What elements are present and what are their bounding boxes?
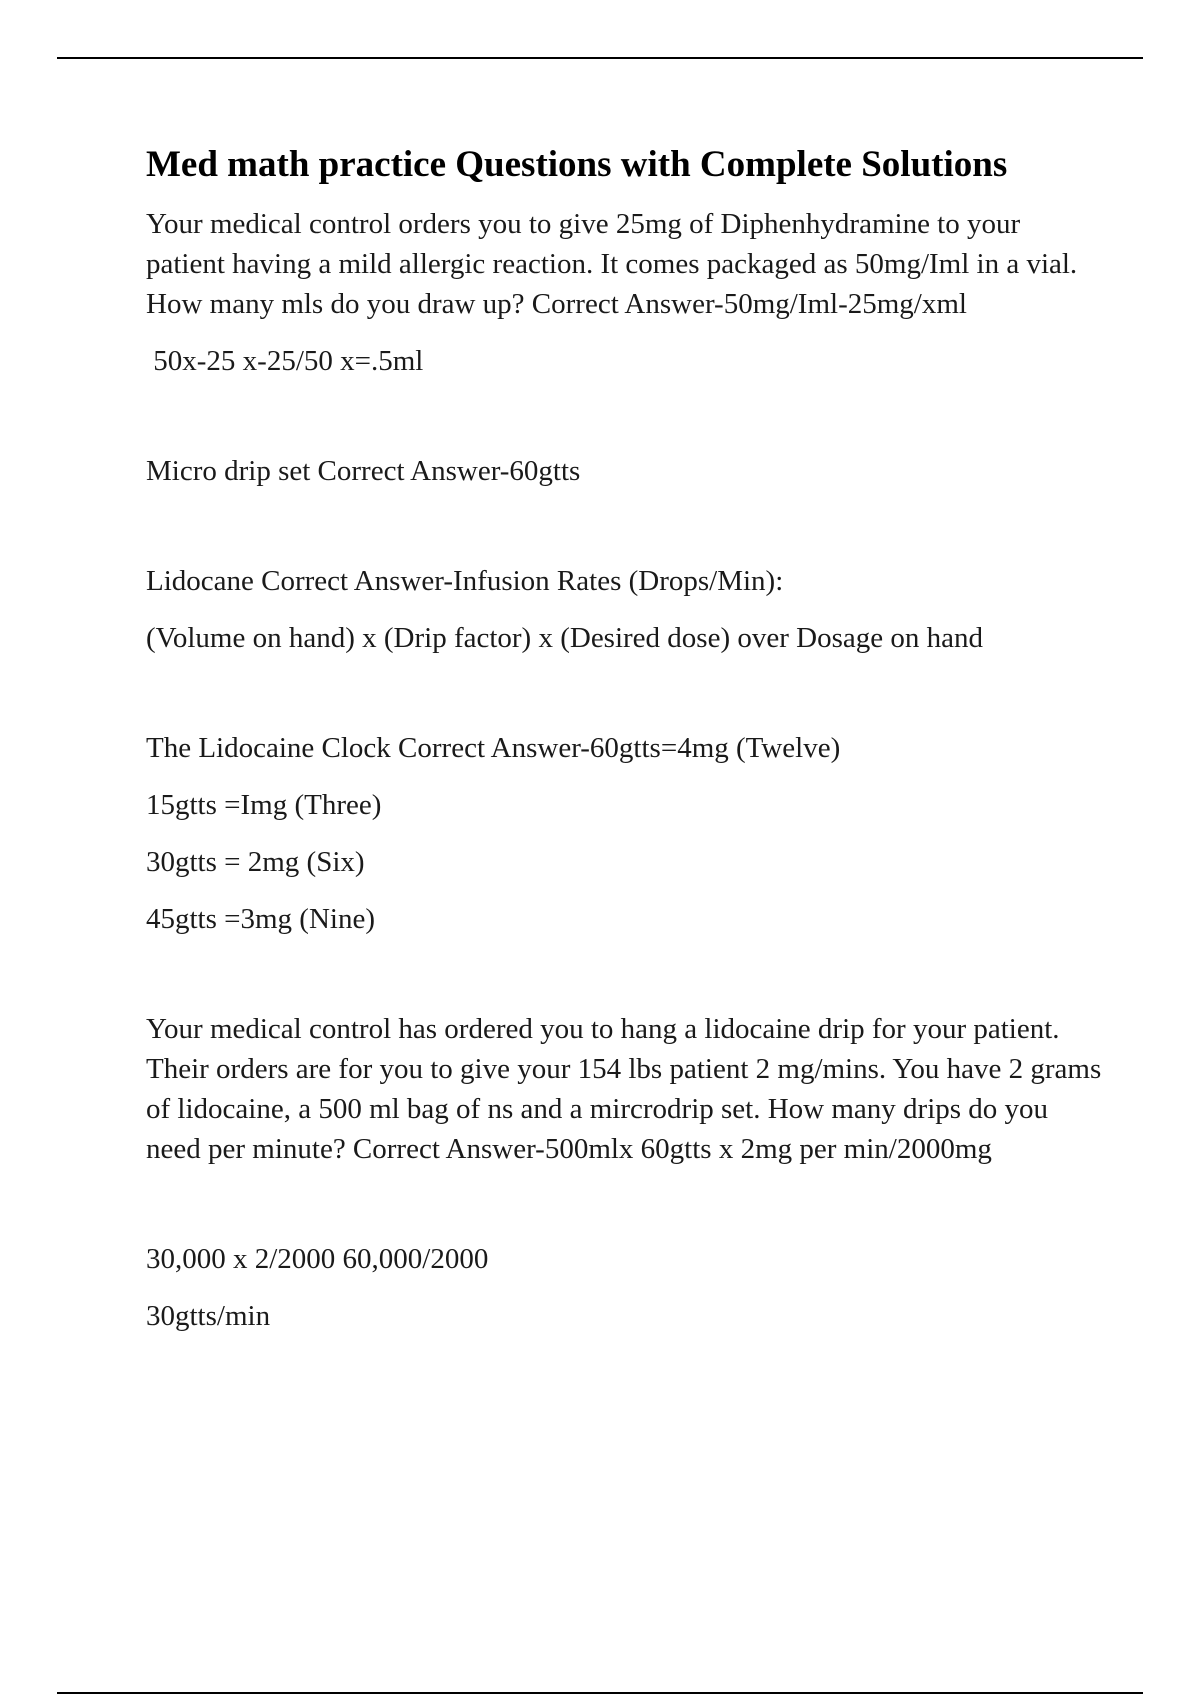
question-micro-drip: Micro drip set Correct Answer-60gtts [146,455,581,487]
question-lidocane: Lidocane Correct Answer-Infusion Rates (Drops/Min): [146,565,784,597]
header-rule [57,57,1143,59]
footer-rule [57,1692,1143,1694]
solution-diphenhydramine: 50x-25 x-25/50 x=.5ml [146,345,424,377]
document-title: Med math practice Questions with Complete Solutions [146,144,1008,185]
solution-lidocaine-calc: 30,000 x 2/2000 60,000/2000 [146,1243,489,1275]
formula-infusion-rate: (Volume on hand) x (Drip factor) x (Desired dose) over Dosage on hand [146,622,983,654]
clock-line-six: 30gtts = 2mg (Six) [146,846,365,878]
question-diphenhydramine: Your medical control orders you to give 25mg of Diphenhydramine to your patient having a mild allergic reaction. It comes packaged as 50mg/Iml in a vial. How many mls do you draw up? Correct Answer-50mg/Iml-25mg/xml [146,208,1078,320]
question-lidocaine-drip: Your medical control has ordered you to hang a lidocaine drip for your patient. Their orders are for you to give your 154 lbs patient 2 mg/mins. You have 2 grams of lidocaine, a 500 ml bag of ns and a mircrodrip set. How many drips do you need per minute? Correct Answer-500mlx 60gtts x 2mg per min/2000mg [146,1013,1102,1165]
document-body [146,143,1106,1336]
solution-lidocaine-result: 30gtts/min [146,1300,271,1332]
clock-line-three: 15gtts =Img (Three) [146,789,382,821]
question-lidocaine-clock: The Lidocaine Clock Correct Answer-60gtts=4mg (Twelve) [146,732,841,764]
clock-line-nine: 45gtts =3mg (Nine) [146,903,375,935]
